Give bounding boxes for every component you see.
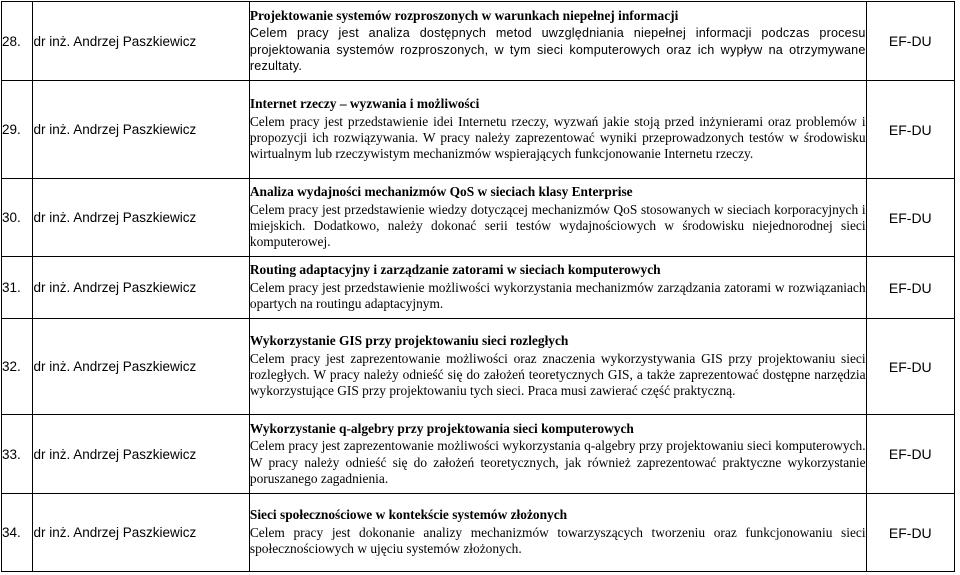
table-row: [2, 415, 955, 494]
topic-description: Celem pracy jest zaprezentowanie możliwości wykorzystania q-algebry przy projektowaniu sieci komputerowych. W pracy należy odnieść się do założeń teoretycznych, jak również zaprezentować praktyczne wykorzystanie poruszanego zagadnienia.: [249, 438, 866, 486]
row-number: 32.: [2, 319, 33, 415]
topic-description: Celem pracy jest przedstawienie wiedzy dotyczącej mechanizmów QoS stosowanych w sieciach korporacyjnych i miejskich. Dodatkowo, należy dokonać serii testów wydajnościowych w środowisku niejednorodnej sieci komputerowej.: [249, 201, 866, 250]
unit-code: EF-DU: [866, 494, 954, 572]
row-number: 33.: [2, 415, 33, 494]
topic-title: Projektowanie systemów rozproszonych w warunkach niepełnej informacji: [249, 7, 679, 23]
topic-description: Celem pracy jest zaprezentowanie możliwości oraz znaczenia wykorzystywania GIS przy projektowaniu sieci rozległych. W pracy należy odnieść się do założeń teoretycznych GIS, a także zaprezentować dostępne narzędzia wykorzystujące GIS przy projektowaniu tych sieci. Praca musi zawierać część praktyczną.: [249, 350, 866, 399]
row-number: 34.: [2, 494, 33, 572]
topic-title: Internet rzeczy – wyzwania i możliwości: [249, 96, 480, 112]
row-number: 29.: [2, 81, 33, 179]
topic-description: Celem pracy jest analiza dostępnych metod uwzględniania niepełnej informacji podczas procesu projektowania systemów rozproszonych, w tym sieci komputerowych oraz ich wypływ na otrzymywane rezultaty.: [249, 26, 866, 73]
row-number: 28.: [2, 2, 33, 81]
topic-title: Wykorzystanie q-algebry przy projektowania sieci komputerowych: [249, 420, 634, 436]
table-row: [2, 81, 955, 179]
topic-cell: [249, 257, 866, 319]
unit-code: EF-DU: [866, 179, 954, 257]
supervisor-name: dr inż. Andrzej Paszkiewicz: [33, 2, 249, 81]
topic-title: Sieci społecznościowe w kontekście systemów złożonych: [249, 507, 568, 523]
table-row: [2, 494, 955, 572]
topic-cell: [249, 494, 866, 572]
unit-code: EF-DU: [866, 415, 954, 494]
thesis-topics-table: [1, 1, 955, 572]
unit-code: EF-DU: [866, 2, 954, 81]
topic-title: Analiza wydajności mechanizmów QoS w sieciach klasy Enterprise: [249, 184, 633, 200]
unit-code: EF-DU: [866, 81, 954, 179]
unit-code: EF-DU: [866, 257, 954, 319]
topic-cell: [249, 319, 866, 415]
supervisor-name: dr inż. Andrzej Paszkiewicz: [33, 179, 249, 257]
topic-description: Celem pracy jest przedstawienie możliwości wykorzystania mechanizmów zarządzania zatorami w rozwiązaniach opartych na routingu adaptacyjnym.: [249, 279, 866, 312]
topic-description: Celem pracy jest dokonanie analizy mechanizmów towarzyszących tworzeniu oraz funkcjonowaniu sieci społecznościowych w ujęciu systemów złożonych.: [249, 524, 866, 557]
table-row: [2, 257, 955, 319]
topic-cell: [249, 179, 866, 257]
unit-code: EF-DU: [866, 319, 954, 415]
topic-description: Celem pracy jest przedstawienie idei Internetu rzeczy, wyzwań jakie stoją przed inżynierami oraz problemów i propozycji ich rozwiązywania. W pracy należy zaprezentować wyniki przeprowadzonych testów w środowisku wirtualnym lub rzeczywistym mechanizmów wspierających funkcjonowanie Internetu rzeczy.: [249, 113, 866, 162]
table-row: [2, 179, 955, 257]
topic-title: Wykorzystanie GIS przy projektowaniu sieci rozległych: [249, 333, 569, 349]
supervisor-name: dr inż. Andrzej Paszkiewicz: [33, 494, 249, 572]
topic-cell: [249, 415, 866, 494]
supervisor-name: dr inż. Andrzej Paszkiewicz: [33, 319, 249, 415]
row-number: 30.: [2, 179, 33, 257]
table-row: [2, 2, 955, 81]
topic-title: Routing adaptacyjny i zarządzanie zatorami w sieciach komputerowych: [249, 262, 661, 278]
supervisor-name: dr inż. Andrzej Paszkiewicz: [33, 415, 249, 494]
supervisor-name: dr inż. Andrzej Paszkiewicz: [33, 81, 249, 179]
supervisor-name: dr inż. Andrzej Paszkiewicz: [33, 257, 249, 319]
row-number: 31.: [2, 257, 33, 319]
table-row: [2, 319, 955, 415]
topic-cell: [249, 2, 866, 81]
topic-cell: [249, 81, 866, 179]
